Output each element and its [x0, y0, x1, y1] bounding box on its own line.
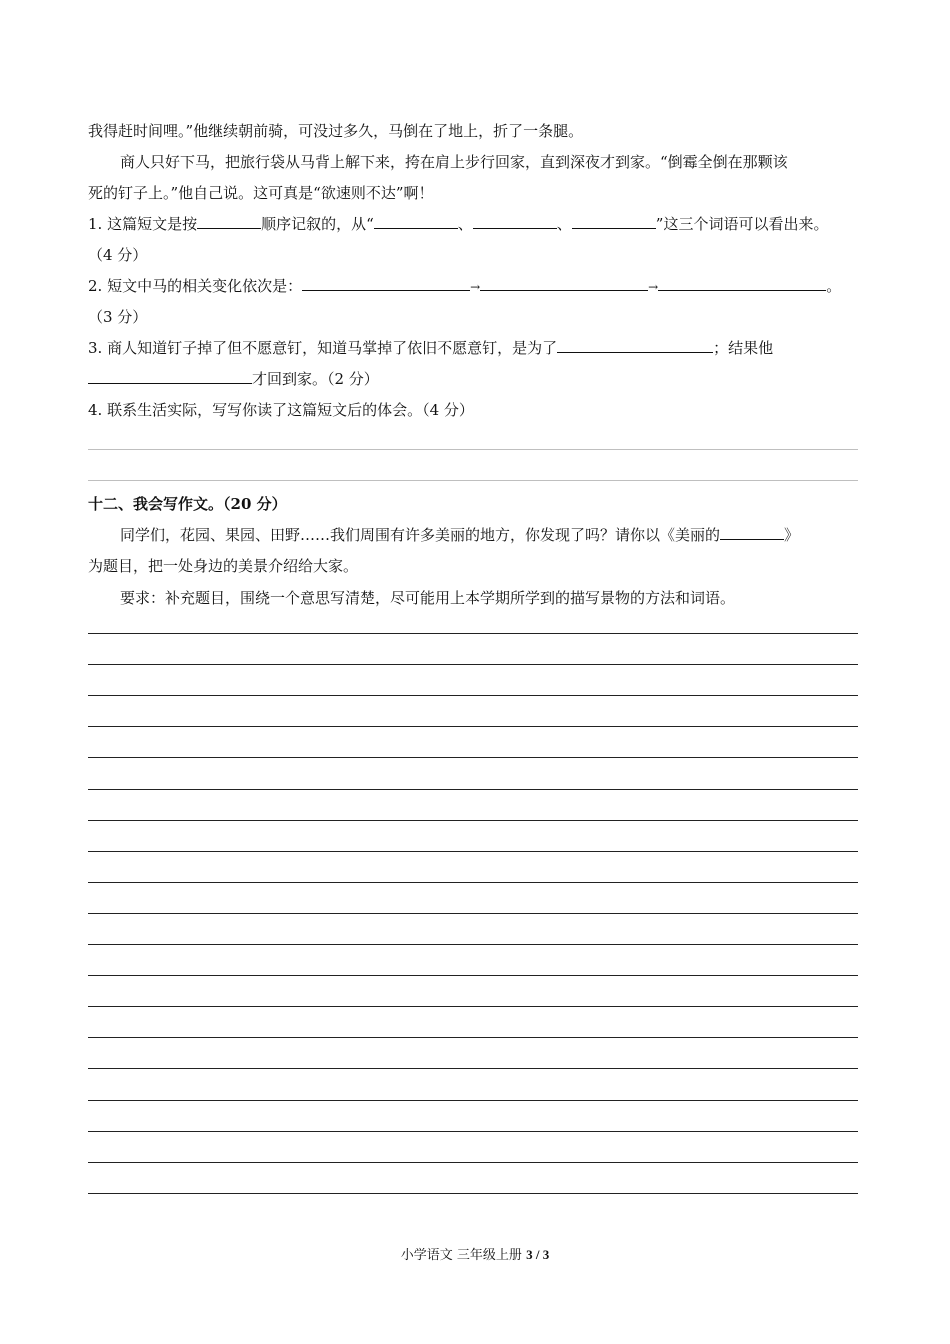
composition-writing-line[interactable] — [88, 695, 858, 696]
footer-subject: 小学语文 三年级上册 — [400, 1248, 522, 1263]
q1-score: （4 分） — [88, 246, 148, 264]
question-2 — [88, 276, 858, 297]
q1-blank-order[interactable] — [197, 214, 261, 229]
composition-writing-line[interactable] — [88, 633, 858, 634]
composition-writing-line[interactable] — [88, 1037, 858, 1038]
composition-writing-line[interactable] — [88, 1006, 858, 1007]
passage-line-2: 商人只好下马，把旅行袋从马背上解下来，挎在肩上步行回家，直到深夜才到家。“倒霉全倒在那颗该 — [120, 153, 788, 171]
q1-blank-word-3[interactable] — [572, 214, 656, 229]
composition-requirement: 要求：补充题目，围绕一个意思写清楚，尽可能用上本学期所学到的描写景物的方法和词语。 — [120, 589, 736, 607]
q3-blank-1[interactable] — [557, 338, 713, 353]
q3-suffix: 才回到家。（2 分） — [252, 370, 379, 388]
q2-score: （3 分） — [88, 308, 148, 326]
q2-blank-3[interactable] — [658, 276, 826, 291]
q1-prefix: 1. 这篇短文是按 — [88, 215, 198, 233]
composition-writing-line[interactable] — [88, 1131, 858, 1132]
question-4: 4. 联系生活实际，写写你读了这篇短文后的体会。（4 分） — [88, 401, 474, 419]
composition-writing-line[interactable] — [88, 882, 858, 883]
q2-blank-2[interactable] — [480, 276, 648, 291]
arrow-right-icon: → — [648, 280, 659, 294]
composition-writing-line[interactable] — [88, 664, 858, 665]
q2-end: 。 — [826, 277, 842, 295]
q2-prefix: 2. 短文中马的相关变化依次是： — [88, 277, 303, 295]
q2-blank-1[interactable] — [302, 276, 470, 291]
footer-page-number: 3 / 3 — [526, 1247, 550, 1262]
composition-writing-line[interactable] — [88, 789, 858, 790]
title-blank[interactable] — [720, 525, 784, 540]
composition-writing-line[interactable] — [88, 757, 858, 758]
composition-prompt-2: 为题目，把一处身边的美景介绍给大家。 — [88, 557, 359, 575]
q1-sep-1: 、 — [457, 215, 473, 233]
composition-writing-line[interactable] — [88, 1068, 858, 1069]
composition-writing-line[interactable] — [88, 1193, 858, 1194]
q1-mid: 顺序记叙的，从“ — [261, 215, 374, 233]
composition-writing-line[interactable] — [88, 1100, 858, 1101]
composition-writing-line[interactable] — [88, 726, 858, 727]
composition-writing-line[interactable] — [88, 944, 858, 945]
q4-answer-line-1[interactable] — [88, 449, 858, 450]
page-footer — [0, 1246, 950, 1265]
composition-prompt-1 — [120, 525, 858, 545]
composition-writing-line[interactable] — [88, 851, 858, 852]
question-1 — [88, 214, 858, 234]
passage-line-3: 死的钉子上。”他自己说。这可真是“欲速则不达”啊！ — [88, 184, 434, 202]
composition-writing-line[interactable] — [88, 913, 858, 914]
prompt-close-bracket: 》 — [784, 526, 800, 544]
q1-blank-word-1[interactable] — [374, 214, 458, 229]
question-3 — [88, 338, 858, 358]
composition-writing-line[interactable] — [88, 820, 858, 821]
composition-writing-line[interactable] — [88, 1162, 858, 1163]
q1-sep-2: 、 — [556, 215, 572, 233]
q1-suffix: ”这三个词语可以看出来。 — [655, 215, 829, 233]
q1-blank-word-2[interactable] — [473, 214, 557, 229]
prompt-text: 同学们，花园、果园、田野……我们周围有许多美丽的地方，你发现了吗？请你以《美丽的 — [120, 526, 721, 544]
composition-writing-line[interactable] — [88, 975, 858, 976]
q3-mid: ；结果他 — [713, 339, 774, 357]
passage-line-1: 我得赶时间哩。”他继续朝前骑，可没过多久，马倒在了地上，折了一条腿。 — [88, 122, 584, 140]
q3-blank-2[interactable] — [88, 369, 252, 384]
q3-prefix: 3. 商人知道钉子掉了但不愿意钉，知道马掌掉了依旧不愿意钉，是为了 — [88, 339, 558, 357]
arrow-right-icon: → — [470, 280, 481, 294]
composition-heading: 十二、我会写作文。（20 分） — [88, 495, 287, 513]
question-3-cont — [88, 369, 858, 389]
q4-answer-line-2[interactable] — [88, 480, 858, 481]
